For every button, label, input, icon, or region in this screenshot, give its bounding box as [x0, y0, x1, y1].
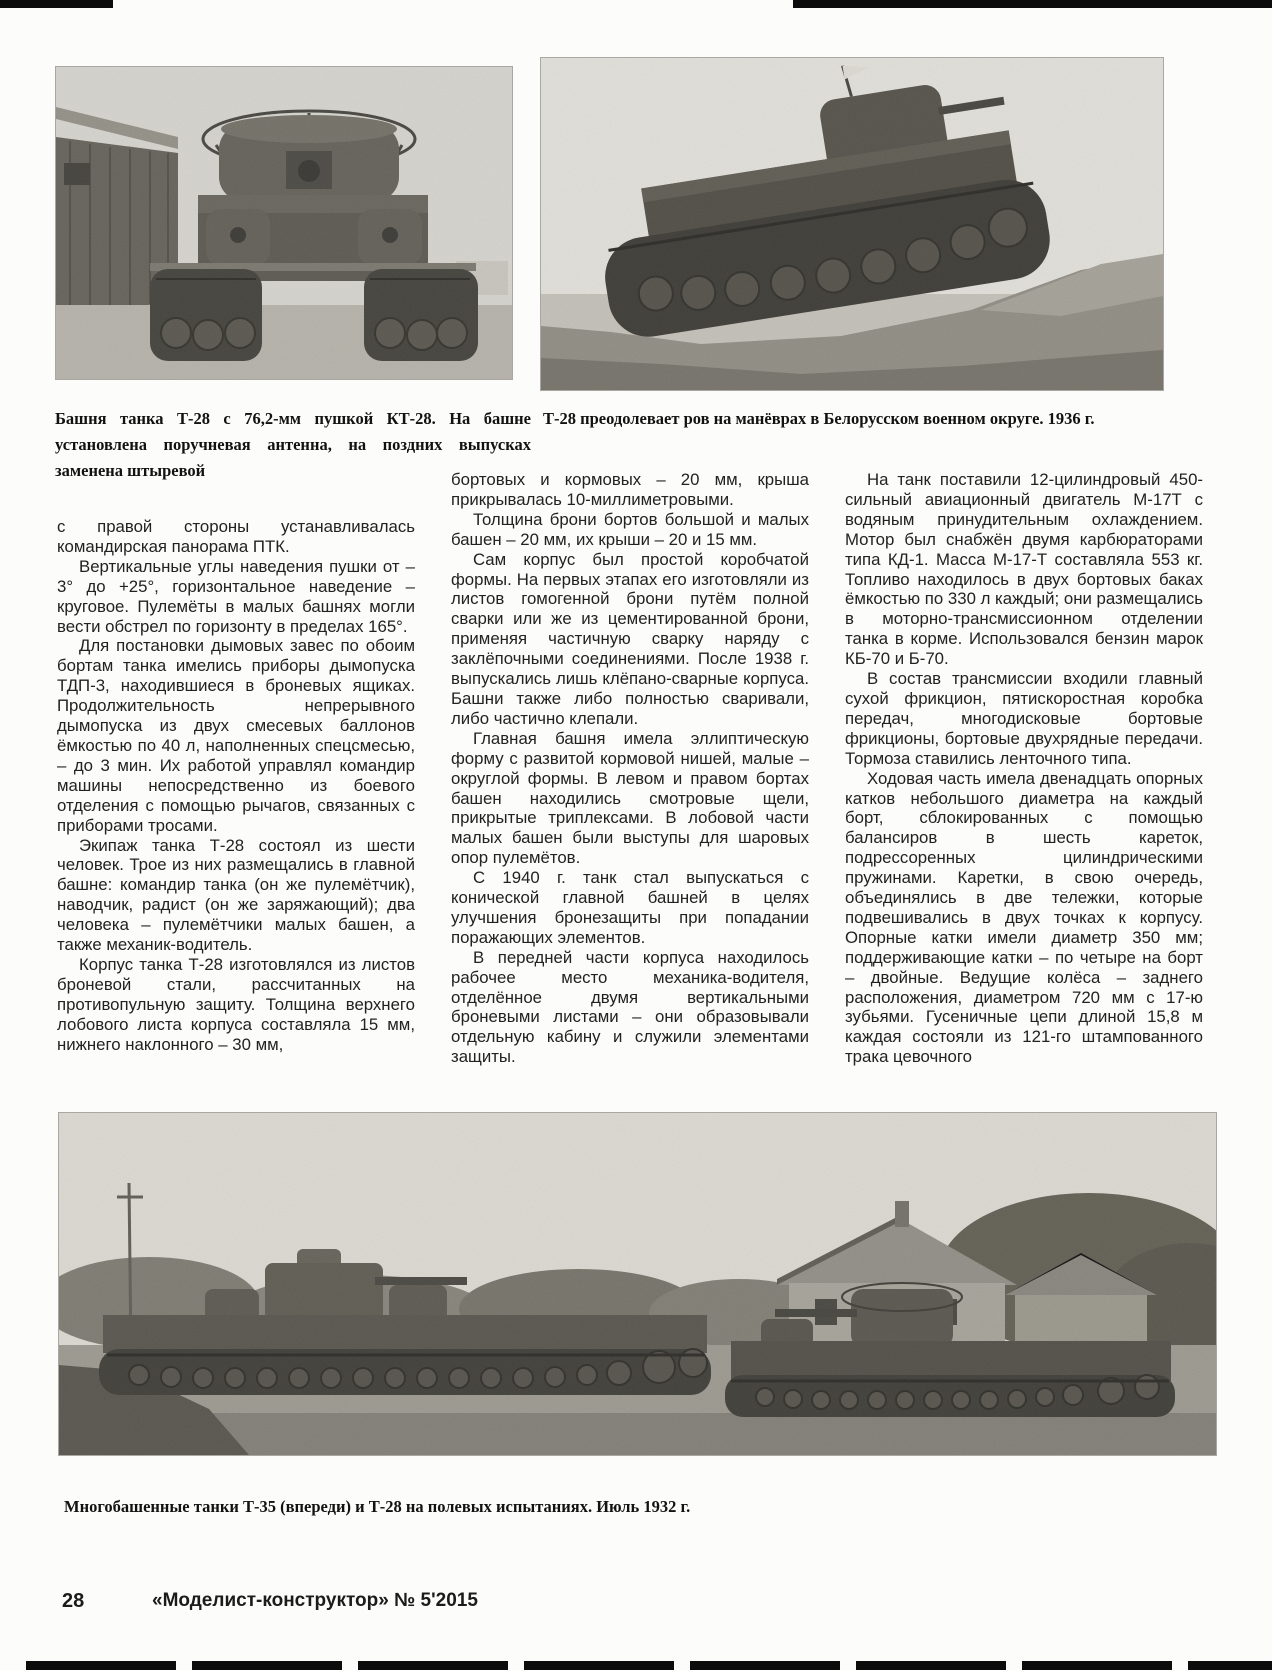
- paragraph: бортовых и кормовых – 20 мм, крыша прикрывалась 10-миллиметровыми.: [451, 470, 809, 509]
- paragraph: Толщина брони бортов большой и малых башен – 20 мм, их крыши – 20 и 15 мм.: [451, 509, 809, 549]
- photo-caption-top-left: Башня танка Т-28 с 76,2-мм пушкой КТ-28. На башне установлена поручневая антенна, на поздних выпусках заменена штыревой: [55, 409, 531, 480]
- scan-artifact-bar: [26, 1661, 1272, 1670]
- paragraph: В передней части корпуса находилось рабочее место механика-водителя, отделённое двумя вертикальными броневыми листами – они образовывали отдельную кабину и служили элементами защиты.: [451, 947, 809, 1067]
- paragraph: Сам корпус был простой коробчатой формы. На первых этапах его изготовляли из листов гомогенной брони путём полной сварки или же из цементированной брони, применяя частичную сварку наряду с заклёпочными соединениями. После 1938 г. выпускались лишь клёпано-сварные корпуса. Башни также либо полностью сваривали, либо частично клепали.: [451, 549, 809, 728]
- photo-caption-top-right: Т-28 преодолевает ров на манёврах в Белорусском военном округе. 1936 г.: [543, 409, 1095, 428]
- paragraph: Главная башня имела эллиптическую форму с развитой кормовой нишей, малые – округлой формы. В левом и правом бортах башен находились смотровые щели, прикрытые триплексами. В лобовой части малых башен были выступы для шаровых опор пулемётов.: [451, 728, 809, 868]
- page-footer: [0, 1590, 1272, 1620]
- text-column-1: [57, 517, 415, 1054]
- paragraph: Для постановки дымовых завес по обоим бортам танка имелись приборы дымопуска ТДП-3, находившиеся в броневых ящиках. Продолжительность непрерывного дымопуска из двух смесевых баллонов ёмкостью по 40 л, наполненных спецсмесью, – до 3 мин. Их работой управлял командир машины непосредственно из боевого отделения с помощью рычагов, связанных с приборами тросами.: [57, 636, 415, 835]
- paragraph: Экипаж танка Т-28 состоял из шести человек. Трое из них размещались в главной башне: командир танка (он же пулемётчик), наводчик, радист (он же заряжающий); два человека – пулемётчики малых башен, а также механик-водитель.: [57, 835, 415, 955]
- photo-caption-bottom: Многобашенные танки Т-35 (впереди) и Т-28 на полевых испытаниях. Июль 1932 г.: [64, 1497, 691, 1516]
- paragraph: Вертикальные углы наведения пушки от – 3° до +25°, горизонтальное наведение – круговое. Пулемёты в малых башнях могли вести обстрел по горизонту в пределах 165°.: [57, 556, 415, 636]
- journal-title: «Моделист-конструктор» № 5'2015: [152, 1590, 478, 1611]
- scan-artifact-bar: [0, 0, 113, 8]
- paragraph: Корпус танка Т-28 изготовлялся из листов броневой стали, рассчитанных на противопульную защиту. Толщина верхнего лобового листа корпуса составляла 15 мм, нижнего наклонного – 30 мм,: [57, 954, 415, 1054]
- photo-t35-t28-field: [58, 1112, 1217, 1456]
- text-column-2: [451, 470, 809, 1067]
- paragraph: На танк поставили 12-цилиндровый 450-сильный авиационный двигатель М-17Т с водяным принудительным охлаждением. Мотор был снабжён двумя карбюраторами типа КД-1. Масса М-17-Т составляла 553 кг. Топливо находилось в двух бортовых баках ёмкостью по 330 л каждый; они размещались в моторно-трансмиссионном отделении танка в корме. Использовался бензин марок КБ-70 и Б-70.: [845, 470, 1203, 669]
- paragraph: Ходовая часть имела двенадцать опорных катков небольшого диаметра на каждый борт, сблокированных с помощью балансиров в шесть кареток, подрессоренных цилиндрическими пружинами. Каретки, в свою очередь, объединялись в две тележки, которые подвешивались в двух точках к корпусу. Опорные катки имели диаметр 350 мм; поддерживающие катки – по четыре на борт – двойные. Ведущие колёса – заднего расположения, диаметром 720 мм с 17-ю зубьями. Гусеничные цепи длиной 15,8 м каждая состояли из 121-го штампованного трака цевочного: [845, 768, 1203, 1067]
- photo-t28-turret: [55, 66, 513, 380]
- text-column-3: [845, 470, 1203, 1067]
- paragraph: с правой стороны устанавливалась командирская панорама ПТК.: [57, 517, 415, 556]
- page-number: 28: [62, 1590, 85, 1612]
- scan-artifact-bar: [793, 0, 1272, 8]
- paragraph: С 1940 г. танк стал выпускаться с конической главной башней в целях улучшения бронезащиты при попадании поражающих элементов.: [451, 868, 809, 947]
- paragraph: В состав трансмиссии входили главный сухой фрикцион, пятискоростная коробка передач, многодисковые бортовые фрикционы, бортовые двухрядные передачи. Тормоза ставились ленточного типа.: [845, 669, 1203, 768]
- photo-t28-ditch: [540, 57, 1164, 391]
